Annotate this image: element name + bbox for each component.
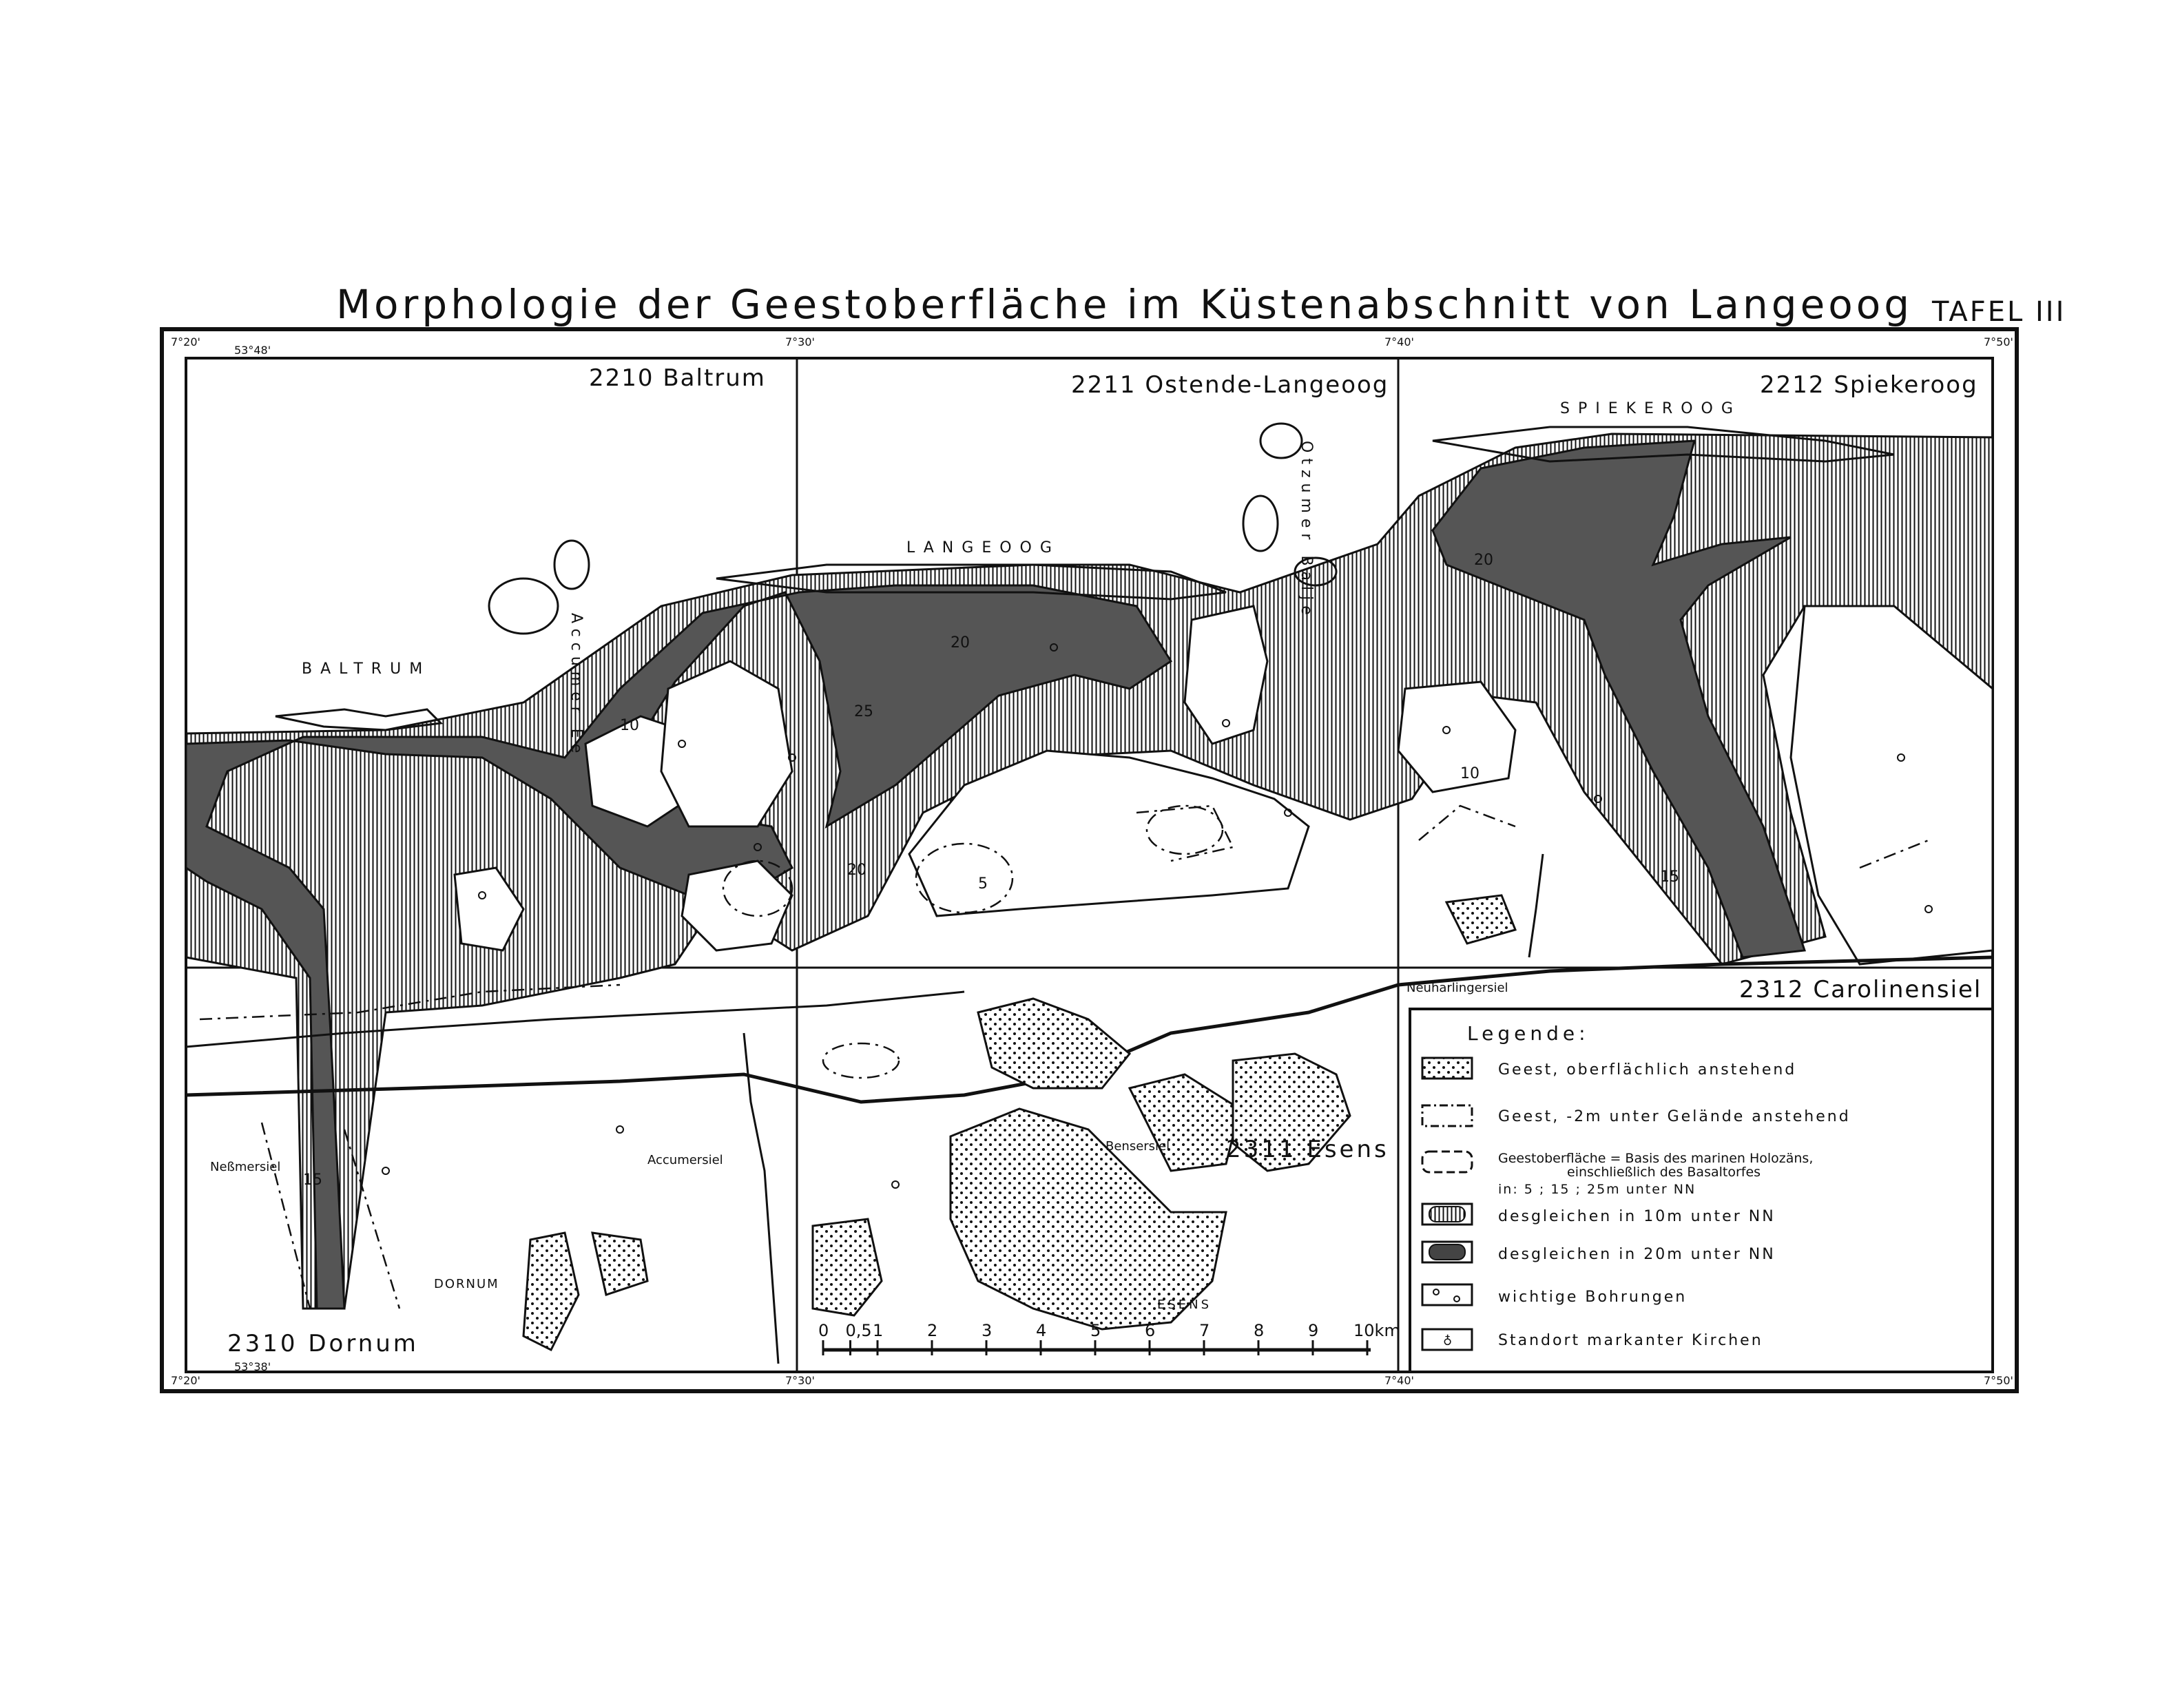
- place-accumer-ee: Accumer Ee: [568, 613, 585, 759]
- plate-label: TAFEL III: [1932, 296, 2066, 328]
- coord-bottom-right: 7°50': [1984, 1374, 2013, 1387]
- geest-area-6: [523, 1233, 579, 1350]
- shoal-4: [1260, 424, 1302, 458]
- borehole: [892, 1181, 899, 1188]
- white-high-2: [661, 661, 792, 826]
- scale-label: 2: [927, 1321, 938, 1340]
- legend-icon-dark-fill: [1429, 1244, 1465, 1260]
- tief-line-2: [1529, 854, 1543, 957]
- place-esens: ESENS: [1157, 1298, 1212, 1312]
- borehole: [616, 1126, 623, 1133]
- coord-bottom-mid2: 7°40': [1384, 1374, 1414, 1387]
- scale-label: 8: [1254, 1321, 1265, 1340]
- legend-item-3c: in: 5 ; 15 ; 25m unter NN: [1498, 1182, 1696, 1197]
- contour-label-15-east: 15: [1660, 868, 1679, 886]
- place-baltrum: BALTRUM: [302, 660, 431, 678]
- scale-label: 0,5: [845, 1321, 872, 1340]
- scale-label: 0: [818, 1321, 829, 1340]
- legend-item-2: Geest, -2m unter Gelände anstehend: [1498, 1108, 1851, 1125]
- place-otzumer-balje: Otzumer Balje: [1298, 441, 1315, 621]
- sheet-2212: 2212 Spiekeroog: [1760, 371, 1978, 399]
- legend-item-7: Standort markanter Kirchen: [1498, 1332, 1763, 1349]
- place-nessmersiel: Neßmersiel: [210, 1160, 281, 1174]
- legend-item-6: wichtige Bohrungen: [1498, 1289, 1688, 1306]
- geest-area-2: [1130, 1074, 1240, 1171]
- legend-item-3b: einschließlich des Basaltorfes: [1567, 1165, 1761, 1180]
- legend-title: Legende:: [1467, 1022, 1590, 1045]
- legend: [1410, 1009, 1993, 1372]
- place-spiekeroog: SPIEKEROOG: [1560, 400, 1741, 417]
- island-baltrum: [276, 709, 441, 730]
- contour-label-10: 10: [620, 717, 639, 734]
- coord-top-left-lat: 53°48': [234, 344, 271, 357]
- contour-label-20-central: 20: [847, 862, 866, 879]
- borehole: [382, 1167, 389, 1174]
- legend-item-1: Geest, oberflächlich anstehend: [1498, 1061, 1797, 1079]
- scale-label: 1: [873, 1321, 884, 1340]
- shoal-1: [489, 579, 558, 634]
- contour-label-25: 25: [854, 703, 873, 720]
- place-bensersiel: Bensersiel: [1105, 1139, 1170, 1154]
- sheet-2211: 2211 Ostende-Langeoog: [1071, 371, 1389, 399]
- legend-icon-dash-outline: [1422, 1152, 1472, 1172]
- church-icon: ♁: [1443, 1334, 1453, 1348]
- contour-label-20: 20: [951, 634, 970, 652]
- legend-icon-hatched-fill: [1429, 1207, 1465, 1222]
- contour-5-loop-3: [823, 1043, 899, 1078]
- coord-top-right: 7°50': [1984, 335, 2013, 348]
- scale-label: 10km: [1353, 1321, 1400, 1340]
- place-accumersiel: Accumersiel: [647, 1153, 723, 1167]
- coord-top-left-lon: 7°20': [171, 335, 200, 348]
- coord-top-mid1: 7°30': [785, 335, 815, 348]
- scale-label: 5: [1090, 1321, 1101, 1340]
- coord-bottom-mid1: 7°30': [785, 1374, 815, 1387]
- scale-label: 3: [982, 1321, 993, 1340]
- sheet-2210: 2210 Baltrum: [589, 364, 766, 392]
- coord-top-mid2: 7°40': [1384, 335, 1414, 348]
- shoal-3: [1243, 496, 1278, 551]
- contour-label-20-east: 20: [1474, 552, 1493, 569]
- geest-area-8: [1446, 895, 1515, 944]
- geest-area-4: [978, 999, 1130, 1088]
- geest-area-7: [592, 1233, 647, 1295]
- coord-bottom-left-lat: 53°38': [234, 1360, 271, 1373]
- place-neuharlingersiel: Neuharlingersiel: [1406, 981, 1508, 995]
- coord-bottom-left-lon: 7°20': [171, 1374, 200, 1387]
- contour-label-10-east: 10: [1460, 765, 1480, 782]
- scale-label: 7: [1199, 1321, 1210, 1340]
- legend-item-5: desgleichen in 20m unter NN: [1498, 1246, 1776, 1263]
- shoal-2: [554, 541, 589, 589]
- legend-item-3a: Geestoberfläche = Basis des marinen Holozäns,: [1498, 1151, 1814, 1166]
- sheet-2310: 2310 Dornum: [227, 1330, 419, 1357]
- legend-item-4: desgleichen in 10m unter NN: [1498, 1208, 1776, 1225]
- sheet-2312: 2312 Carolinensiel: [1739, 976, 1982, 1003]
- scale-label: 9: [1308, 1321, 1319, 1340]
- scale-label: 6: [1145, 1321, 1156, 1340]
- legend-icon-dotted-pattern: [1422, 1058, 1472, 1079]
- map-title: Morphologie der Geestoberfläche im Küstenabschnitt von Langeoog: [336, 281, 1913, 328]
- legend-icon-dot-dash-outline: [1422, 1105, 1472, 1126]
- contour-label-5: 5: [978, 875, 988, 893]
- scale-label: 4: [1036, 1321, 1047, 1340]
- place-langeoog: LANGEOOG: [906, 539, 1060, 556]
- contour-label-15: 15: [303, 1171, 322, 1189]
- place-dornum: DORNUM: [434, 1277, 499, 1291]
- geest-area-5: [813, 1219, 882, 1315]
- legend-icon-circle-frame: [1422, 1284, 1472, 1305]
- sheet-2311: 2311 Esens: [1226, 1136, 1389, 1163]
